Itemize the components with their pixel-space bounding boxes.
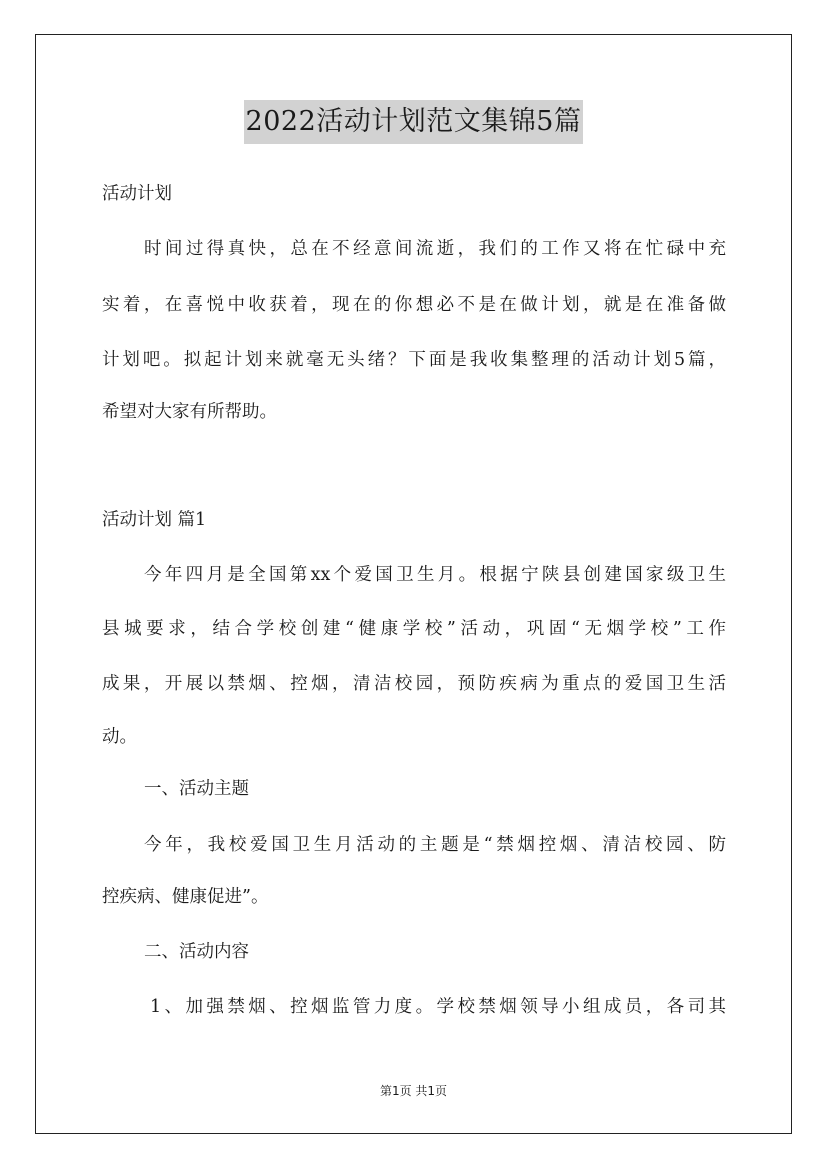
section1-heading: 活动计划 篇1 [102,510,207,530]
intro-line: 时间过得真快，总在不经意间流逝，我们的工作又将在忙碌中充 [144,239,726,259]
section1-line: 今年四月是全国第xx个爱国卫生月。根据宁陕县创建国家级卫生 [144,565,726,585]
section1-line: 县城要求，结合学校创建“健康学校”活动，巩固“无烟学校”工作 [102,619,726,639]
theme-subheading: 一、活动主题 [144,779,249,799]
intro-line: 实着，在喜悦中收获着，现在的你想必不是在做计划，就是在准备做 [102,295,726,315]
section1-line: 动。 [102,727,137,747]
intro-line: 计划吧。拟起计划来就毫无头绪？下面是我收集整理的活动计划5篇， [102,350,726,370]
intro-line: 希望对大家有所帮助。 [102,402,277,422]
content-line: 1、加强禁烟、控烟监管力度。学校禁烟领导小组成员，各司其 [150,997,726,1017]
content-subheading: 二、活动内容 [144,942,249,962]
theme-line: 控疾病、健康促进”。 [102,887,269,907]
intro-heading: 活动计划 [102,184,172,204]
theme-line: 今年，我校爱国卫生月活动的主题是“禁烟控烟、清洁校园、防 [144,835,726,855]
document-title: 2022活动计划范文集锦5篇 [244,100,584,144]
page-footer: 第1页 共1页 [379,1084,448,1098]
section1-line: 成果，开展以禁烟、控烟，清洁校园，预防疾病为重点的爱国卫生活 [102,674,726,694]
document-title-wrap [0,100,827,144]
